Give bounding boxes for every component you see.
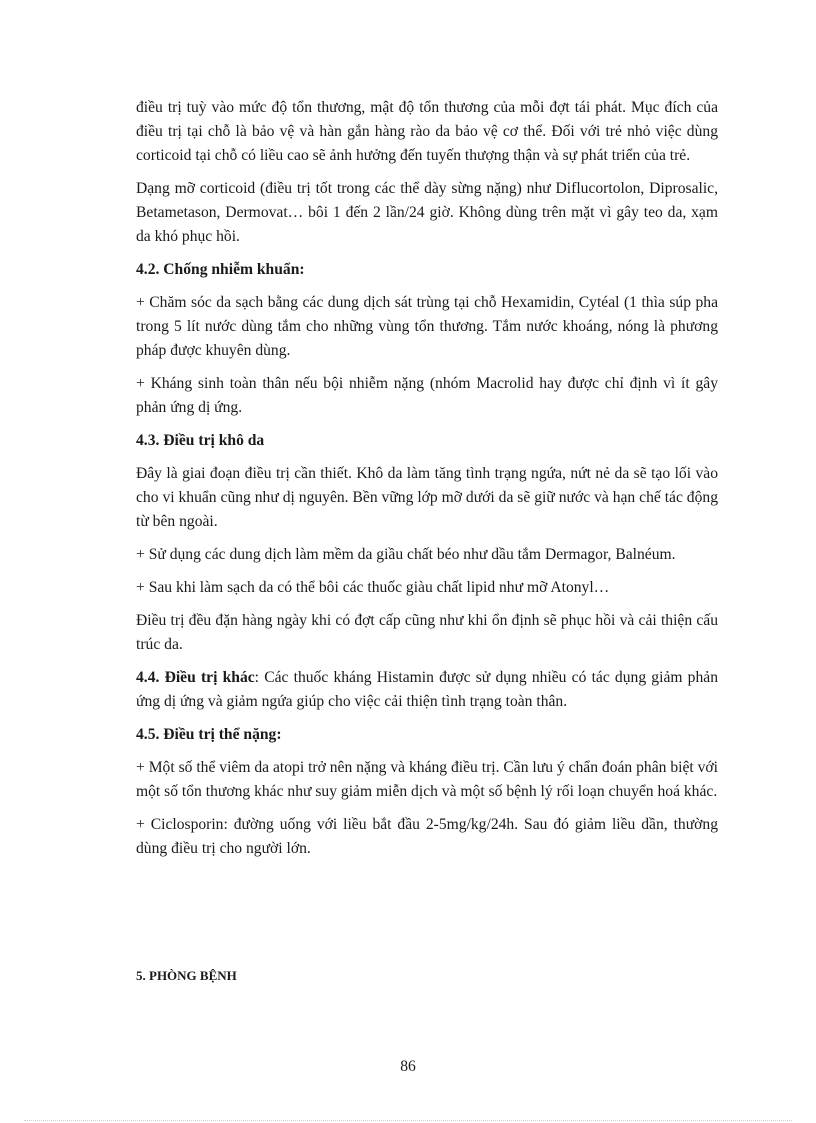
paragraph-daily-treatment: Điều trị đều đặn hàng ngày khi có đợt cấp cũng như khi ổn định sẽ phục hồi và cải thiện cấu trúc da. <box>136 612 718 653</box>
heading-4-2: 4.2. Chống nhiễm khuẩn: <box>136 261 305 278</box>
paragraph-severe-atopic: + Một số thể viêm da atopi trở nên nặng và kháng điều trị. Cần lưu ý chẩn đoán phân biệt với một số tổn thương khác như suy giảm miễn dịch và một số bệnh lý rối loạn chuyển hoá khác. <box>136 759 718 800</box>
paragraph-ciclosporin: + Ciclosporin: đường uống với liều bắt đầu 2-5mg/kg/24h. Sau đó giảm liều dần, thường dùng điều trị cho người lớn. <box>136 816 718 857</box>
document-body <box>136 96 718 870</box>
paragraph-treatment-intro: điều trị tuỳ vào mức độ tổn thương, mật độ tổn thương của mỗi đợt tái phát. Mục đích của điều trị tại chỗ là bảo vệ và hàn gắn hàng rào da bảo vệ cơ thể. Đối với trẻ nhỏ việc dùng corticoid tại chỗ có liều cao sẽ ảnh hưởng đến tuyến thượng thận và sự phát triển của trẻ. <box>136 99 718 164</box>
paragraph-other-treatment <box>136 666 718 714</box>
paragraph-corticoid-ointment: Dạng mỡ corticoid (điều trị tốt trong các thể dày sừng nặng) như Diflucortolon, Diprosalic, Betametason, Dermovat… bôi 1 đến 2 lần/24 giờ. Không dùng trên mặt vì gây teo da, xạm da khó phục hồi. <box>136 180 718 245</box>
paragraph-emollient-solutions: + Sử dụng các dung dịch làm mềm da giầu chất béo như dầu tắm Dermagor, Balnéum. <box>136 546 676 563</box>
paragraph-antiseptic-care: + Chăm sóc da sạch bằng các dung dịch sát trùng tại chỗ Hexamidin, Cytéal (1 thìa súp pha trong 5 lít nước dùng tắm cho những vùng tổn thương. Tắm nước khoáng, nóng là phương pháp được khuyên dùng. <box>136 294 718 359</box>
heading-4-5: 4.5. Điều trị thể nặng: <box>136 726 282 743</box>
paragraph-systemic-antibiotics: + Kháng sinh toàn thân nếu bội nhiễm nặng (nhóm Macrolid hay được chỉ định vì ít gây phản ứng dị ứng. <box>136 375 718 416</box>
paragraph-lipid-ointments: + Sau khi làm sạch da có thể bôi các thuốc giàu chất lipid như mỡ Atonyl… <box>136 579 610 596</box>
page-number: 86 <box>400 1058 416 1075</box>
footer-divider <box>24 1120 792 1121</box>
paragraph-dry-skin-stage: Đây là giai đoạn điều trị cần thiết. Khô da làm tăng tình trạng ngứa, nứt nẻ da sẽ tạo lối vào cho vi khuẩn cũng như dị nguyên. Bền vững lớp mỡ dưới da sẽ giữ nước và hạn chế tác động từ bên ngoài. <box>136 465 718 530</box>
heading-4-3: 4.3. Điều trị khô da <box>136 432 265 449</box>
heading-4-4: 4.4. Điều trị khác <box>136 669 255 686</box>
heading-section-5: 5. PHÒNG BỆNH <box>136 968 237 983</box>
other-treatment-text: : Các thuốc kháng Histamin được sử dụng nhiều có tác dụng giảm phản ứng dị ứng và giảm ngứa giúp cho việc cải thiện tình trạng toàn thân. <box>136 669 718 710</box>
